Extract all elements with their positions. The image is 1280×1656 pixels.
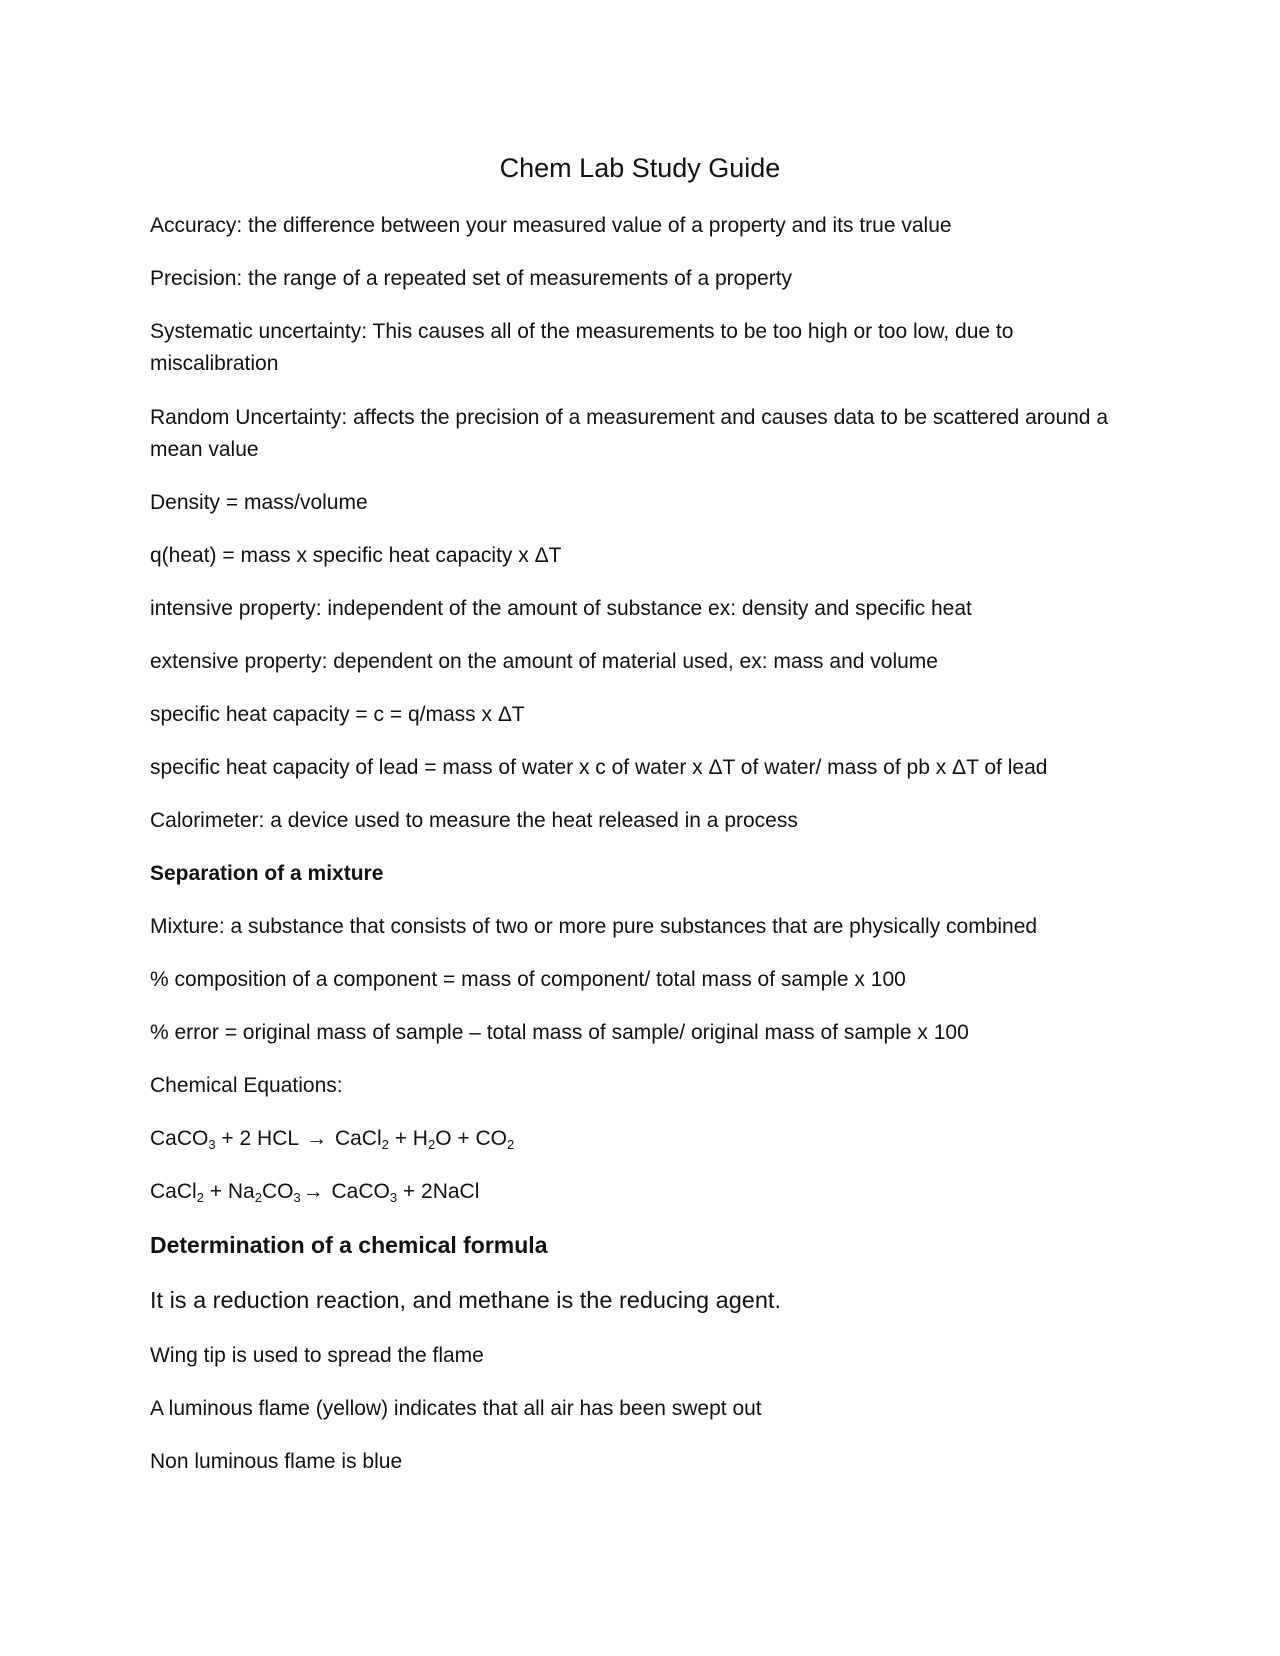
eq1-caco: CaCO: [150, 1127, 209, 1150]
calorimeter-definition: Calorimeter: a device used to measure the heat released in a process: [150, 809, 798, 832]
eq2-sub: 3: [293, 1190, 301, 1205]
specific-heat-formula: specific heat capacity = c = q/mass x ΔT: [150, 703, 525, 726]
mixture-definition: Mixture: a substance that consists of two or more pure substances that are physically combined: [150, 915, 1038, 938]
reaction-arrow-icon: →: [306, 1127, 328, 1150]
extensive-property-definition: extensive property: dependent on the amount of material used, ex: mass and volume: [150, 650, 938, 673]
chemical-equation-2: [150, 1176, 1110, 1208]
accuracy-definition: Accuracy: the difference between your measured value of a property and its true value: [150, 214, 952, 237]
chemical-equation-1: [150, 1123, 1110, 1155]
percent-composition-formula: % composition of a component = mass of component/ total mass of sample x 100: [150, 968, 906, 991]
eq1-sub: 3: [208, 1137, 216, 1152]
random-uncertainty-definition: Random Uncertainty: affects the precision of a measurement and causes data to be scattered around a mean value: [150, 406, 1109, 461]
q-heat-formula: q(heat) = mass x specific heat capacity x ΔT: [150, 544, 562, 567]
wing-tip-note: Wing tip is used to spread the flame: [150, 1344, 484, 1367]
eq1-cacl: CaCl: [329, 1127, 382, 1150]
reaction-arrow-icon: →: [302, 1180, 324, 1203]
eq2-cacl: CaCl: [150, 1180, 197, 1203]
precision-definition: Precision: the range of a repeated set of measurements of a property: [150, 267, 793, 290]
eq1-sub: 2: [427, 1137, 436, 1152]
eq2-na: + Na: [203, 1180, 255, 1203]
eq1-sub: 2: [506, 1137, 515, 1152]
eq1-h: + H: [388, 1127, 428, 1150]
eq2-caco: CaCO: [325, 1180, 390, 1203]
density-formula: Density = mass/volume: [150, 491, 368, 514]
section-heading-separation: Separation of a mixture: [150, 862, 384, 885]
luminous-flame-note: A luminous flame (yellow) indicates that all air has been swept out: [150, 1397, 762, 1420]
reduction-reaction-note: It is a reduction reaction, and methane is the reducing agent.: [150, 1287, 781, 1313]
eq2-sub: 2: [196, 1190, 204, 1205]
specific-heat-lead-formula: specific heat capacity of lead = mass of water x c of water x ΔT of water/ mass of pb x ΔT of lead: [150, 756, 1048, 779]
eq1-hcl: + 2 HCL: [215, 1127, 305, 1150]
systematic-uncertainty-definition: Systematic uncertainty: This causes all of the measurements to be too high or too low, due to miscalibration: [150, 320, 1014, 375]
page-title: Chem Lab Study Guide: [499, 153, 781, 183]
eq1-sub: 2: [381, 1137, 389, 1152]
eq2-co: CO: [261, 1180, 294, 1203]
eq2-nacl: + 2NaCl: [397, 1180, 480, 1203]
eq1-o-co: O + CO: [435, 1127, 507, 1150]
section-heading-chemical-formula: Determination of a chemical formula: [150, 1232, 548, 1258]
chemical-equations-label: Chemical Equations:: [150, 1074, 343, 1097]
eq2-sub: 3: [389, 1190, 398, 1205]
non-luminous-flame-note: Non luminous flame is blue: [150, 1450, 403, 1473]
percent-error-formula: % error = original mass of sample – total mass of sample/ original mass of sample x 100: [150, 1021, 969, 1044]
intensive-property-definition: intensive property: independent of the amount of substance ex: density and specific heat: [150, 597, 972, 620]
eq2-sub: 2: [254, 1190, 262, 1205]
